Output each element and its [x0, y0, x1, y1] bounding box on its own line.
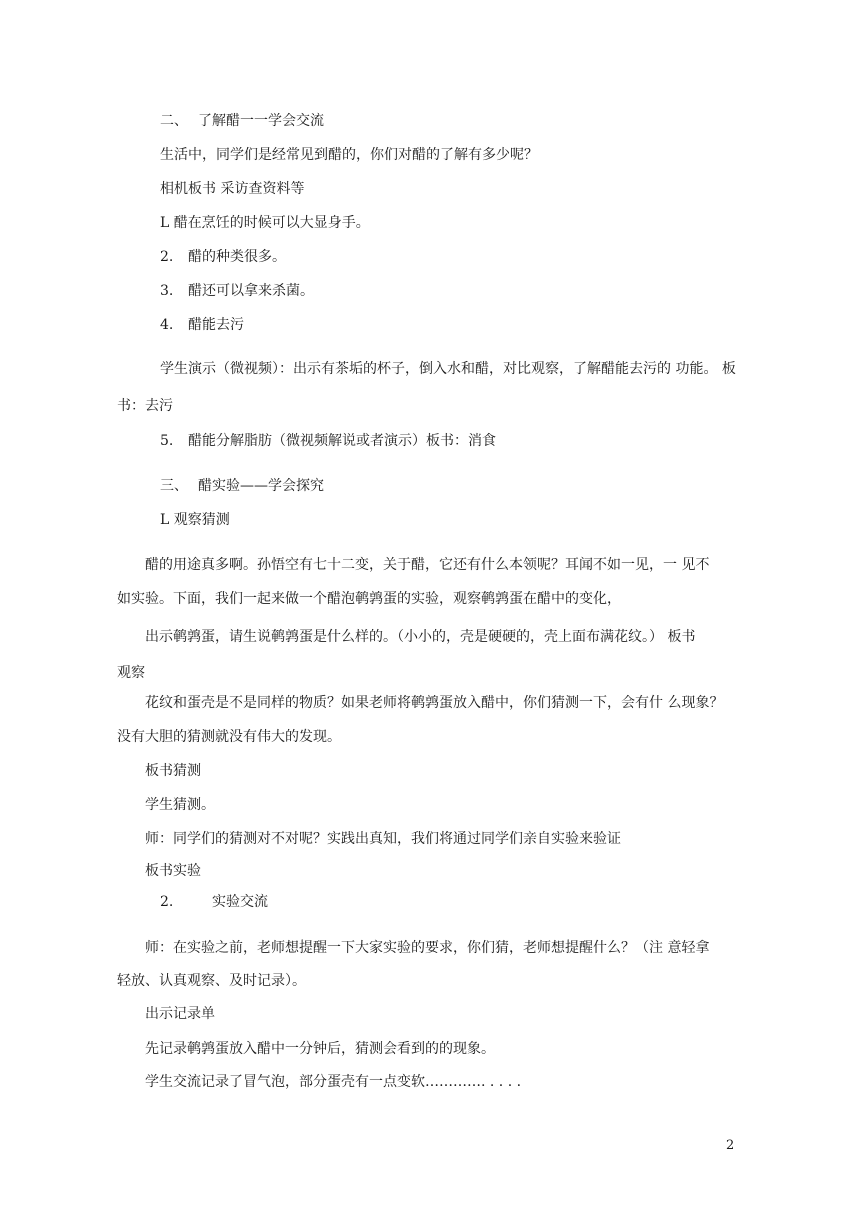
section-3-title: 醋实验——学会探究 — [198, 478, 324, 494]
section-2-heading — [160, 112, 324, 130]
list-item-5 — [160, 432, 496, 450]
section-3-subheading-1: L 观察猜测 — [160, 512, 230, 528]
section-2-intro: 生活中，同学们是经常见到醋的，你们对醋的了解有多少呢？ — [160, 147, 538, 163]
students-guess: 学生猜测。 — [145, 797, 215, 813]
list-item-1: L 醋在烹饪的时候可以大显身手。 — [160, 215, 370, 231]
list-item-5-number: 5. — [160, 433, 174, 449]
paragraph-3-line-1: 花纹和蛋壳是不是同样的物质？如果老师将鹌鹑蛋放入醋中，你们猜测一下，会有什 么现象？ — [145, 695, 724, 711]
board-guess: 板书猜测 — [145, 763, 201, 779]
paragraph-1-line-1: 醋的用途真多啊。孙悟空有七十二变，关于醋，它还有什么本领呢？耳闻不如一见，一 见不 — [145, 557, 710, 573]
section-3-number: 三、 — [160, 478, 188, 494]
board-note: 相机板书 采访查资料等 — [160, 181, 305, 197]
teacher-remind-line-1: 师：在实验之前，老师想提醒一下大家实验的要求，你们猜，老师想提醒什么？（注 意轻拿 — [145, 940, 710, 956]
list-item-4 — [160, 316, 244, 334]
list-item-3-number: 3. — [160, 283, 174, 299]
list-item-5-text: 醋能分解脂肪（微视频解说或者演示）板书：消食 — [188, 433, 496, 449]
list-item-2 — [160, 248, 286, 266]
list-item-3 — [160, 282, 314, 300]
section-2-number: 二、 — [160, 113, 188, 129]
page-number: 2 — [726, 1138, 735, 1153]
board-experiment: 板书实验 — [145, 863, 201, 879]
list-item-4-number: 4. — [160, 317, 174, 333]
record-first: 先记录鹌鹑蛋放入醋中一分钟后，猜测会看到的的现象。 — [145, 1041, 495, 1057]
teacher-remind-line-2: 轻放、认真观察、及时记录）。 — [117, 973, 306, 989]
subheading-2-number: 2. — [160, 894, 174, 910]
list-item-2-text: 醋的种类很多。 — [188, 249, 286, 265]
section-3-heading — [160, 477, 324, 495]
section-2-title: 了解醋一一学会交流 — [198, 113, 324, 129]
demo-paragraph-line-1: 学生演示（微视频）：出示有茶垢的杯子，倒入水和醋，对比观察，了解醋能去污的 功能。 板 — [160, 361, 736, 377]
paragraph-3-line-2: 没有大胆的猜测就没有伟大的发现。 — [117, 729, 341, 745]
students-record: 学生交流记录了冒气泡，部分蛋壳有一点变软…………. . . . . — [145, 1074, 522, 1090]
teacher-line: 师：同学们的猜测对不对呢？实践出真知，我们将通过同学们亲自实验来验证 — [145, 831, 621, 847]
paragraph-1-line-2: 如实验。下面，我们一起来做一个醋泡鹌鹑蛋的实验，观察鹌鹑蛋在醋中的变化， — [117, 591, 621, 607]
demo-paragraph-line-2: 书：去污 — [117, 398, 173, 414]
subheading-2 — [160, 893, 268, 911]
list-item-2-number: 2. — [160, 249, 174, 265]
subheading-2-text: 实验交流 — [212, 894, 268, 910]
list-item-4-text: 醋能去污 — [188, 317, 244, 333]
paragraph-2-line-1: 出示鹌鹑蛋，请生说鹌鹑蛋是什么样的。（小小的，壳是硬硬的，壳上面布满花纹。） 板书 — [145, 629, 696, 645]
paragraph-2-line-2: 观察 — [117, 665, 145, 681]
record-sheet: 出示记录单 — [145, 1006, 215, 1022]
list-item-3-text: 醋还可以拿来杀菌。 — [188, 283, 314, 299]
